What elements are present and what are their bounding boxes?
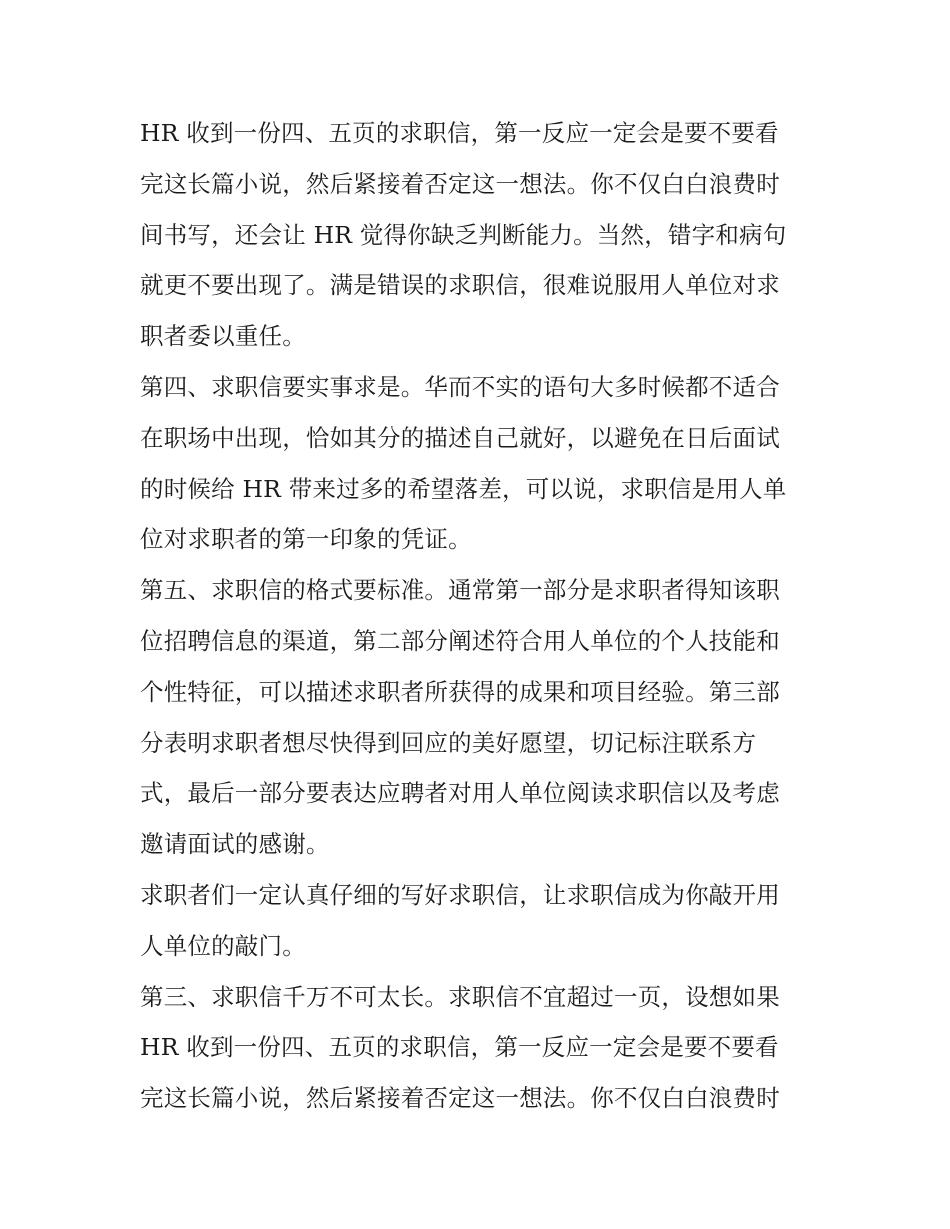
text-line: 位招聘信息的渠道，第二部分阐述符合用人单位的个人技能和 [140,626,780,655]
text-line: 位对求职者的第一印象的凭证。 [140,525,472,554]
text-line: 人单位的敲门。 [140,931,306,960]
text-line: 第四、求职信要实事求是。华而不实的语句大多时候都不适合 [140,372,780,401]
text-line: 第三、求职信千万不可太长。求职信不宜超过一页，设想如果 [140,982,780,1011]
text-line: 完这长篇小说，然后紧接着否定这一想法。你不仅白白浪费时 [140,1084,780,1113]
text-line: 邀请面试的感谢。 [140,830,330,859]
document-body [140,108,812,1124]
text-line: 职者委以重任。 [140,322,306,351]
text-line: 在职场中出现，恰如其分的描述自己就好，以避免在日后面试 [140,423,780,452]
text-line: 第五、求职信的格式要标准。通常第一部分是求职者得知该职 [140,576,780,605]
text-line: 就更不要出现了。满是错误的求职信，很难说服用人单位对求 [140,271,780,300]
text-line: 求职者们一定认真仔细的写好求职信，让求职信成为你敲开用 [140,880,780,909]
text-line: 的时候给 HR 带来过多的希望落差，可以说，求职信是用人单 [140,474,787,503]
text-line: 分表明求职者想尽快得到回应的美好愿望，切记标注联系方 [140,728,757,757]
text-line: 间书写，还会让 HR 觉得你缺乏判断能力。当然，错字和病句 [140,220,787,249]
text-line: 完这长篇小说，然后紧接着否定这一想法。你不仅白白浪费时 [140,169,780,198]
text-line: HR 收到一份四、五页的求职信，第一反应一定会是要不要看 [140,119,779,147]
text-line: 个性特征，可以描述求职者所获得的成果和项目经验。第三部 [140,677,780,706]
text-line: HR 收到一份四、五页的求职信，第一反应一定会是要不要看 [140,1033,779,1062]
text-line: 式，最后一部分要表达应聘者对用人单位阅读求职信以及考虑 [140,779,780,808]
